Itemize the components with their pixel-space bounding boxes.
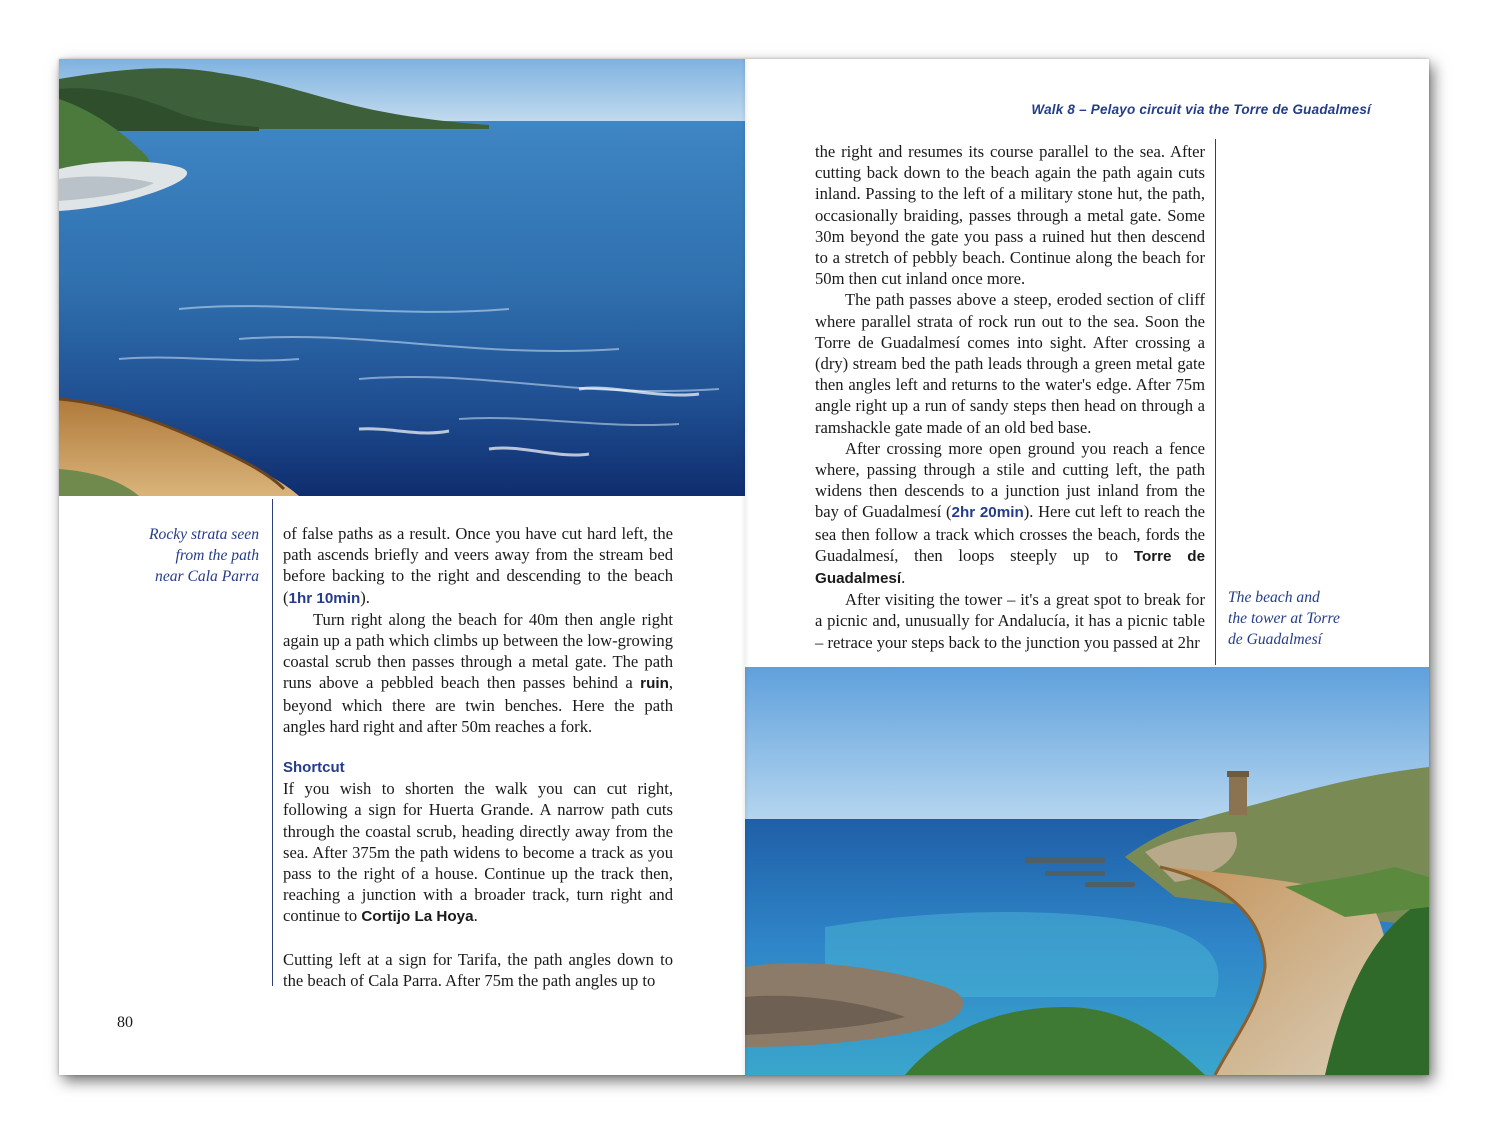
column-rule-left bbox=[272, 499, 273, 986]
column-rule-right bbox=[1215, 139, 1216, 665]
caption-line: de Guadalmesí bbox=[1228, 631, 1322, 648]
paragraph: the right and resumes its course parallel to the sea. After cutting back down to the beach again the path again cuts inland. Passing to the left of a military stone hut, the path, occasionally braiding, passes through a metal gate. Some 30m beyond the gate you pass a ruined hut then descend to a stretch of pebbly beach. Continue along the beach for 50m then cut inland once more. bbox=[815, 142, 1205, 289]
right-page bbox=[745, 59, 1429, 1075]
photo-rocky-strata bbox=[59, 59, 745, 496]
walk-time: 2hr 20min bbox=[951, 504, 1024, 522]
book-spread bbox=[59, 59, 1429, 1075]
shortcut-heading: Shortcut bbox=[283, 759, 345, 777]
walk-time: 1hr 10min bbox=[288, 589, 361, 607]
photo-caption-left bbox=[79, 524, 259, 587]
place-name: Torre de Guadalmesí bbox=[815, 547, 1206, 588]
paragraph: The path passes above a steep, eroded section of cliff where parallel strata of rock run out to the sea. Soon the Torre de Guadalmesí comes into sight. After crossing a (dry) stream bed the path leads through a green metal gate then angles left and returns to the water's edge. After 75m angle right up a run of sandy steps then head on through a ramshackle gate made of an old bed base. bbox=[815, 290, 1205, 437]
paragraph: Turn right along the beach for 40m then angle right again up a path which climbs up between the low-growing coastal scrub then passes through a metal gate. The path runs above a pebbled beach then passes behind a ruin, beyond which there are twin benches. Here the path angles hard right and after 50m reaches a fork. bbox=[283, 609, 673, 736]
caption-line: Rocky strata seen bbox=[149, 526, 259, 543]
place-name: Cortijo La Hoya bbox=[361, 908, 474, 926]
caption-line: near Cala Parra bbox=[155, 568, 259, 585]
caption-line: the tower at Torre bbox=[1228, 610, 1340, 627]
left-page bbox=[59, 59, 745, 1075]
right-body-text bbox=[815, 141, 1205, 653]
place-name: ruin bbox=[640, 675, 669, 693]
paragraph: Cutting left at a sign for Tarifa, the path angles down to the beach of Cala Parra. After 75m the path angles up to bbox=[283, 949, 673, 990]
photo-torre-de-guadalmesi bbox=[745, 667, 1429, 1075]
photo-caption-right bbox=[1228, 587, 1378, 650]
paragraph: After crossing more open ground you reach a fence where, passing through a stile and cutting left, the path widens then descends to a junction just inland from the bay of Guadalmesí (2hr 20min). Here cut left to reach the sea then follow a track which crosses the beach, fords the Guadalmesí, then loops steeply up to Torre de Guadalmesí. bbox=[815, 438, 1206, 588]
page-number: 80 bbox=[117, 1014, 133, 1031]
paragraph: of false paths as a result. Once you have cut hard left, the path ascends briefly and veers away from the stream bed before backing to the right and descending to the beach (1hr 10min). bbox=[283, 524, 673, 607]
book-gutter bbox=[741, 59, 749, 1075]
caption-line: The beach and bbox=[1228, 589, 1320, 606]
caption-line: from the path bbox=[175, 547, 259, 564]
paragraph: If you wish to shorten the walk you can cut right, following a sign for Huerta Grande. A narrow path cuts through the coastal scrub, heading directly away from the sea. After 375m the path widens to become a track as you pass to the right of a house. Continue up the track then, reaching a junction with a broader track, turn right and continue to Cortijo La Hoya. bbox=[283, 779, 673, 926]
left-body-text bbox=[283, 523, 673, 991]
running-head: Walk 8 – Pelayo circuit via the Torre de Guadalmesí bbox=[1031, 102, 1371, 117]
paragraph: After visiting the tower – it's a great spot to break for a picnic and, unusually for Andalucía, it has a picnic table – retrace your steps back to the junction you passed at 2hr bbox=[815, 590, 1205, 652]
